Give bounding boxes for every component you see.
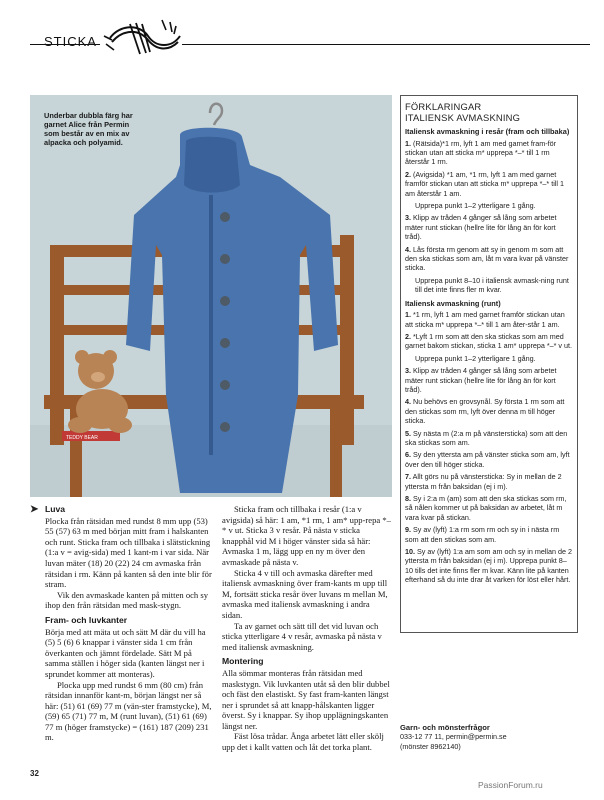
sidebar-list-1	[401, 139, 577, 295]
step-text: Upprepa punkt 8–10 i italiensk avmask-ning runt till det inte finns fler m kvar.	[415, 275, 569, 295]
header-rule-left	[30, 44, 100, 45]
column-2	[222, 504, 392, 753]
step-number: 1.	[405, 310, 411, 320]
sidebar-step	[405, 525, 573, 544]
sidebar-step	[405, 494, 573, 522]
step-number: 10.	[405, 547, 415, 557]
sidebar-heading: Italiensk avmaskning (runt)	[405, 298, 501, 308]
paragraph: Sticka fram och tillbaka i resår (1:a v avigsida) så här: 1 am, *1 rm, 1 am* upp-repa *–* v ut. Sticka 3 v resår. På nästa v sticka knapphål vid M i höger vänster sida så här: Avmaska 1 m, lägg upp en ny m över den avmaskade på nästa v.	[222, 504, 391, 567]
page-number: 32	[30, 769, 39, 778]
contact-line: 033-12 77 11, permin@permin.se	[400, 732, 507, 742]
step-number: 9.	[405, 525, 411, 535]
sidebar-step	[405, 170, 573, 198]
paragraph: Börja med att mäta ut och sätt M där du vill ha (5) 5 (6) 6 knappar i vänster sida 1 cm från överkanten och jämnt fördelade. Sätt M på samma ställen i höger sida (kanten längst ner i sprundet kommer att monteras).	[45, 626, 206, 679]
paragraph: Ta av garnet och sätt till det vid luvan och sticka ytterligare 4 v resår, avmaska på nästa v med italiensk avmaskning.	[222, 620, 382, 652]
sidebar-step	[415, 201, 573, 210]
step-text: (Rätsida)*1 rm, lyft 1 am med garnet fram-för stickan utan att sticka m* upprepa *–* till 1 rm återstår 1 rm.	[405, 138, 556, 167]
sidebar-step	[405, 213, 573, 241]
step-number: 7.	[405, 472, 411, 482]
paragraph: Fäst lösa trådar. Ånga arbetet lätt eller skölj upp det i kallt vatten och låt det torka plant.	[222, 731, 384, 753]
paragraph: Sticka 4 v till och avmaska därefter med italiensk avmaskning över fram-kants m upp till M, fortsätt sticka resår över luvans m mellan M, avmaska med italiensk avmaskning i andra sidan.	[222, 567, 388, 620]
heading-montering: Montering	[222, 656, 264, 667]
step-number: 8.	[405, 494, 411, 503]
sidebar-step	[405, 429, 573, 448]
sidebar-step	[405, 450, 573, 469]
sidebar-step	[415, 276, 573, 295]
sidebar-step	[405, 397, 573, 425]
step-text: Sy i 2:a m (am) som att den ska stickas som rm, så nålen kommer ut på baksidan av arbetet, låt m vara kvar på stickan.	[405, 494, 567, 522]
sidebar-step	[405, 472, 573, 491]
step-text: *Lyft 1 rm som att den ska stickas som am med garnet bakom stickan, sticka 1 am* upprepa *–* v ut.	[405, 331, 572, 351]
step-number: 6.	[405, 450, 411, 460]
step-text: Lås första rm genom att sy in genom m som att den ska stickas som am, låt m vara kvar på vänster sticka.	[405, 244, 569, 273]
section-label: STICKA	[44, 34, 97, 49]
step-text: (Avigsida) *1 am, *1 rm, lyft 1 am med garnet framför stickan utan att sticka m* upprepa *–* till 1 am återstår 1 am.	[405, 169, 564, 198]
sidebar-step	[405, 139, 573, 167]
paragraph: Alla sömmar monteras från rätsidan med maskstygn. Vik luvkanten utåt så den blir dubbel och fäst den elastiskt. Sy fast fram-kanten längst ner i sprundet så att knapp-hålskanten ligger överst. Sy i knappar. Sy ihop upplägningskanten längst ner.	[222, 667, 390, 731]
step-text: Sy av (lyft) 1:a am som am och sy in mellan de 2 yttersta m från baksidan (ej i m). Upprepa punkt 8–10 tills det inte finns fler m kvar. Känn lite på kanten efterhand så du inte drar åt varken för löst eller hårt.	[405, 547, 572, 585]
step-number: 5.	[405, 428, 411, 438]
sidebar-step	[405, 547, 573, 585]
book-title: TEDDY BEAR	[66, 435, 98, 441]
step-text: Sy den yttersta am på vänster sticka som am, lyft över den till höger sticka.	[405, 450, 570, 469]
watermark: PassionForum.ru	[478, 780, 543, 790]
step-number: 2.	[405, 169, 411, 179]
sidebar-step	[405, 245, 573, 273]
step-text: Upprepa punkt 1–2 ytterligare 1 gång.	[415, 353, 536, 363]
sidebar-heading: Italiensk avmaskning i resår (fram och tillbaka)	[405, 127, 570, 137]
step-text: Nu behövs en grovsynål. Sy första 1 rm som att den stickas som rm, lyft över denna m till höger sticka.	[405, 397, 565, 426]
column-1	[45, 504, 215, 743]
step-text: Klipp av tråden 4 gånger så lång som arbetet mäter runt stickan (hellre lite för lång än för kort tråd).	[405, 213, 557, 242]
sidebar-title: FÖRKLARINGAR ITALIENSK AVMASKNING	[405, 101, 521, 123]
arrow-marker: ➤	[30, 504, 39, 515]
product-photo	[30, 95, 392, 497]
step-number: 4.	[405, 244, 411, 254]
step-text: Klipp av tråden 4 gånger så lång som arbetet mäter runt stickan (hellre lite för lång än för kort tråd).	[405, 366, 557, 394]
step-number: 4.	[405, 397, 411, 407]
step-text: Sy av (lyft) 1:a rm som rm och sy in i nästa rm som att den stickas som am.	[405, 525, 560, 544]
yarn-skein-icon	[100, 14, 184, 62]
page-header	[30, 14, 590, 58]
heading-kanter: Fram- och luvkanter	[45, 614, 128, 625]
contact-box	[400, 723, 576, 751]
step-number: 1.	[405, 138, 411, 148]
sidebar-step	[415, 354, 573, 363]
sidebar-list-2	[401, 310, 577, 585]
step-text: Sy nästa m (2:a m på vänstersticka) som att den ska stickas som am.	[405, 428, 568, 447]
step-number: 2.	[405, 331, 411, 341]
step-number: 3.	[405, 213, 411, 223]
step-text: *1 rm, lyft 1 am med garnet framför stickan utan att sticka m* upprepa *–* till 1 am åter-står 1 am.	[405, 310, 565, 329]
sidebar-step	[405, 310, 573, 329]
step-text: Allt görs nu på vänstersticka: Sy in mellan de 2 yttersta m från baksidan (ej i m).	[405, 472, 562, 491]
paragraph: Plocka från rätsidan med rundst 8 mm upp (53) 55 (57) 63 m med början mitt fram i halskanten och runt. Sticka fram och tillbaka i slätstickning (1:a v = avig-sida) med 1 kant-m i var sida. När luvan mäter (18) 20 (22) 24 cm avmaska från rätsidan i rm. Känn på kanten så den inte blir för stram.	[45, 515, 212, 590]
step-number: 3.	[405, 366, 411, 376]
heading-luva: Luva	[45, 504, 66, 514]
sidebar-step	[405, 366, 573, 394]
paragraph: Vik den avmaskade kanten på mitten och sy ihop den från rätsidan med mask-stygn.	[45, 589, 209, 611]
explanations-sidebar	[400, 95, 578, 633]
header-rule-right	[182, 44, 590, 45]
sidebar-step	[405, 332, 573, 351]
contact-title: Garn- och mönsterfrågor	[400, 723, 490, 732]
contact-line: (mönster 8962140)	[400, 741, 461, 751]
step-text: Upprepa punkt 1–2 ytterligare 1 gång.	[415, 201, 536, 211]
paragraph: Plocka upp med rundst 6 mm (80 cm) från rätsidan innanför kant-m, början längst ner så här: (51) 61 (69) 77 m (vän-ster framstycke), M, (59) 65 (71) 77 m, M (runt luvan), (51) 61 (69) 77 m (höger framstycke) = (161) 187 (209) 231 m.	[45, 679, 212, 743]
photo-caption: Underbar dubbla färg har garnet Alice från Permin som består av en mix av alpacka och polyamid.	[44, 111, 133, 147]
